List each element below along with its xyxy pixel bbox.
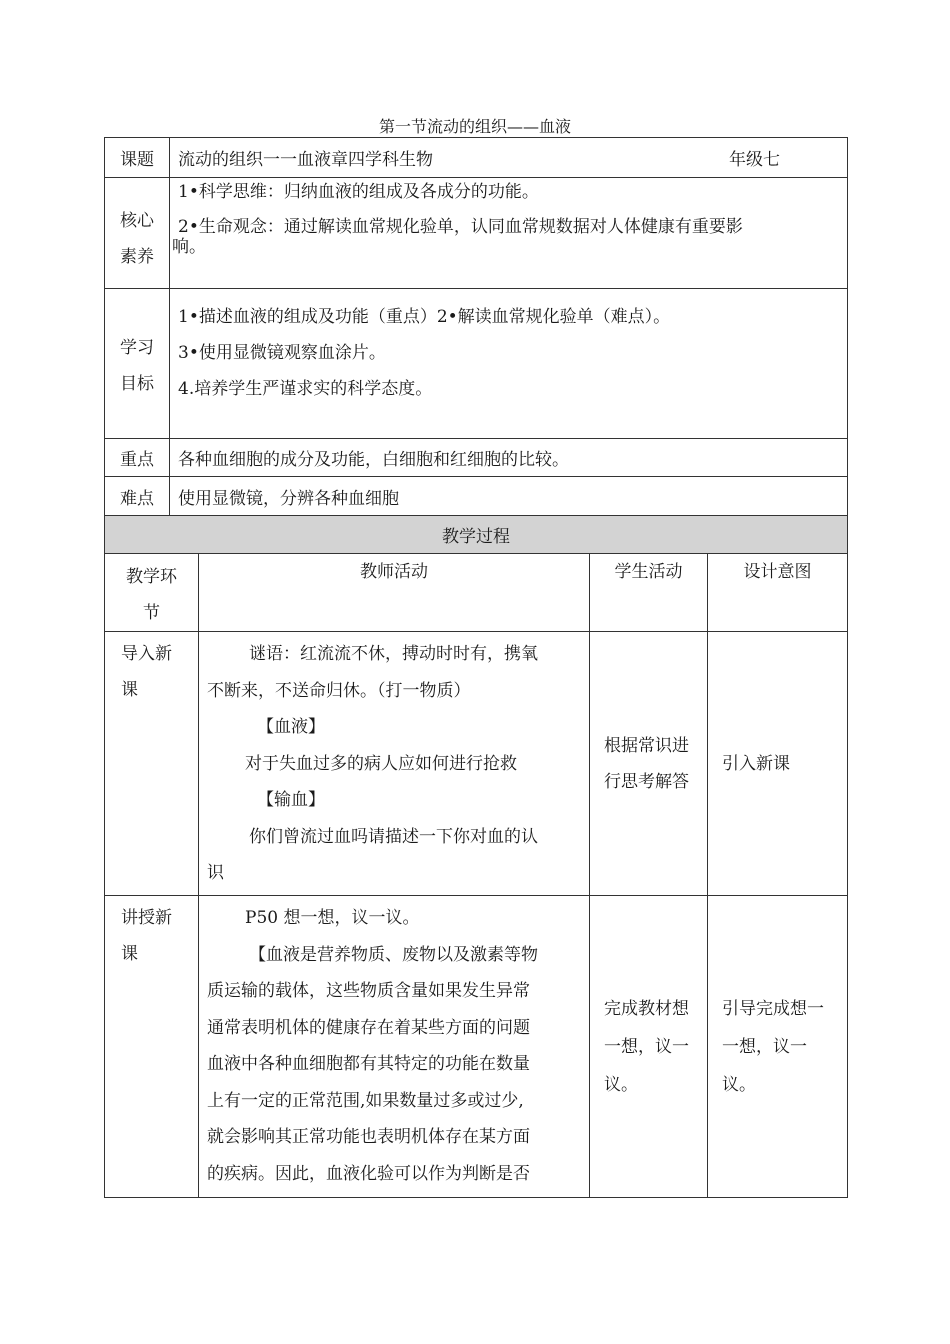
key-label-cell bbox=[105, 439, 170, 477]
student-header-cell bbox=[590, 554, 708, 632]
stage-header-cell bbox=[105, 554, 199, 632]
process-header-cell bbox=[105, 516, 848, 554]
intro-stage-2: 课 bbox=[121, 680, 138, 700]
intro-teacher-line-3: 【血液】 bbox=[257, 717, 325, 737]
lesson-plan-table bbox=[104, 137, 848, 1198]
intro-intent: 引入新课 bbox=[722, 753, 790, 774]
teach-teacher-cell bbox=[199, 896, 590, 1198]
core-label-2: 素养 bbox=[120, 247, 154, 267]
process-header: 教学过程 bbox=[442, 527, 510, 547]
intro-teacher-line-4: 对于失血过多的病人应如何进行抢救 bbox=[245, 753, 517, 774]
grade-label: 年级七 bbox=[729, 150, 780, 170]
goals-content-cell bbox=[170, 289, 848, 439]
topic-content-cell bbox=[170, 138, 848, 178]
intro-teacher-line-6: 你们曾流过血吗请描述一下你对血的认 bbox=[249, 826, 538, 847]
goals-line-1: 1•描述血液的组成及功能（重点）2•解读血常规化验单（难点）。 bbox=[178, 307, 671, 327]
key-content-cell bbox=[170, 439, 848, 477]
goals-line-3: 4.培养学生严谨求实的科学态度。 bbox=[178, 379, 433, 399]
teacher-header-cell bbox=[199, 554, 590, 632]
intro-student-1: 根据常识进 bbox=[604, 735, 689, 756]
teach-row bbox=[105, 896, 848, 1198]
difficult-label: 难点 bbox=[120, 488, 154, 509]
key-point-row bbox=[105, 439, 848, 477]
teach-student-1: 完成教材想 bbox=[604, 998, 689, 1019]
student-header: 学生活动 bbox=[614, 562, 683, 582]
core-content-cell bbox=[170, 178, 848, 289]
intro-stage-1: 导入新 bbox=[121, 644, 172, 664]
teach-teacher-line-7: 就会影响其正常功能也表明机体存在某方面 bbox=[207, 1127, 530, 1147]
key-label: 重点 bbox=[120, 450, 154, 470]
teach-teacher-line-1: P50 想一想，议一议。 bbox=[245, 908, 420, 928]
intro-teacher-line-1: 谜语：红流流不休，搏动时时有，携氧 bbox=[249, 644, 538, 664]
document-title: 第一节流动的组织——血液 bbox=[378, 117, 571, 136]
topic-label-cell bbox=[105, 138, 170, 178]
intro-student-2: 行思考解答 bbox=[604, 771, 689, 792]
intro-stage-cell bbox=[105, 632, 199, 896]
intro-row bbox=[105, 632, 848, 896]
teach-stage-1: 讲授新 bbox=[121, 908, 172, 928]
teach-intent-cell bbox=[708, 896, 848, 1198]
teach-student-3: 议。 bbox=[604, 1074, 638, 1095]
difficult-label-cell bbox=[105, 477, 170, 516]
teach-intent-2: 一想，议一 bbox=[722, 1036, 807, 1057]
teach-intent-1: 引导完成想一 bbox=[722, 998, 824, 1019]
teach-teacher-line-4: 通常表明机体的健康存在着某些方面的问题 bbox=[207, 1017, 530, 1038]
difficult-content-cell bbox=[170, 477, 848, 516]
teach-teacher-line-8: 的疾病。因此，血液化验可以作为判断是否 bbox=[207, 1163, 530, 1184]
intro-intent-cell bbox=[708, 632, 848, 896]
teach-stage-2: 课 bbox=[121, 944, 138, 964]
goals-label-1: 学习 bbox=[120, 338, 154, 358]
intro-student-cell bbox=[590, 632, 708, 896]
teach-stage-cell bbox=[105, 896, 199, 1198]
teach-teacher-line-5: 血液中各种血细胞都有其特定的功能在数量 bbox=[207, 1054, 530, 1074]
column-header-row bbox=[105, 554, 848, 632]
teach-student-cell bbox=[590, 896, 708, 1198]
core-label-cell bbox=[105, 178, 170, 289]
goals-label-cell bbox=[105, 289, 170, 439]
intro-teacher-line-5: 【输血】 bbox=[257, 790, 325, 810]
core-label-1: 核心 bbox=[120, 211, 154, 231]
stage-header-1: 教学环 bbox=[126, 567, 177, 587]
intro-teacher-line-2: 不断来，不送命归休。（打一物质） bbox=[207, 680, 471, 701]
teach-student-2: 一想，议一 bbox=[604, 1036, 689, 1057]
process-header-row bbox=[105, 516, 848, 554]
stage-header-2: 节 bbox=[143, 603, 160, 623]
intro-teacher-cell bbox=[199, 632, 590, 896]
teach-intent-3: 议。 bbox=[722, 1074, 756, 1095]
difficult-point-row bbox=[105, 477, 848, 516]
core-line-2b: 响。 bbox=[172, 237, 206, 257]
core-line-2a: 2•生命观念：通过解读血常规化验单，认同血常规数据对人体健康有重要影 bbox=[178, 217, 743, 237]
intent-header-cell bbox=[708, 554, 848, 632]
teacher-header: 教师活动 bbox=[360, 562, 428, 582]
core-line-1: 1•科学思维：归纳血液的组成及各成分的功能。 bbox=[178, 182, 539, 202]
teach-teacher-line-3: 质运输的载体，这些物质含量如果发生异常 bbox=[207, 981, 530, 1001]
teach-teacher-line-6: 上有一定的正常范围,如果数量过多或过少, bbox=[207, 1090, 524, 1111]
intro-teacher-line-7: 识 bbox=[207, 863, 224, 883]
key-content: 各种血细胞的成分及功能，白细胞和红细胞的比较。 bbox=[178, 450, 569, 470]
difficult-content: 使用显微镜，分辨各种血细胞 bbox=[178, 488, 399, 509]
teach-teacher-line-2: 【血液是营养物质、废物以及激素等物 bbox=[249, 944, 538, 965]
goals-label-2: 目标 bbox=[120, 374, 154, 394]
learning-goals-row bbox=[105, 289, 848, 439]
topic-content: 流动的组织一一血液章四学科生物 bbox=[178, 150, 433, 170]
intent-header: 设计意图 bbox=[743, 562, 812, 582]
core-literacy-row bbox=[105, 178, 848, 289]
topic-label: 课题 bbox=[120, 150, 154, 170]
goals-line-2: 3•使用显微镜观察血涂片。 bbox=[178, 343, 386, 363]
topic-row bbox=[105, 138, 848, 178]
